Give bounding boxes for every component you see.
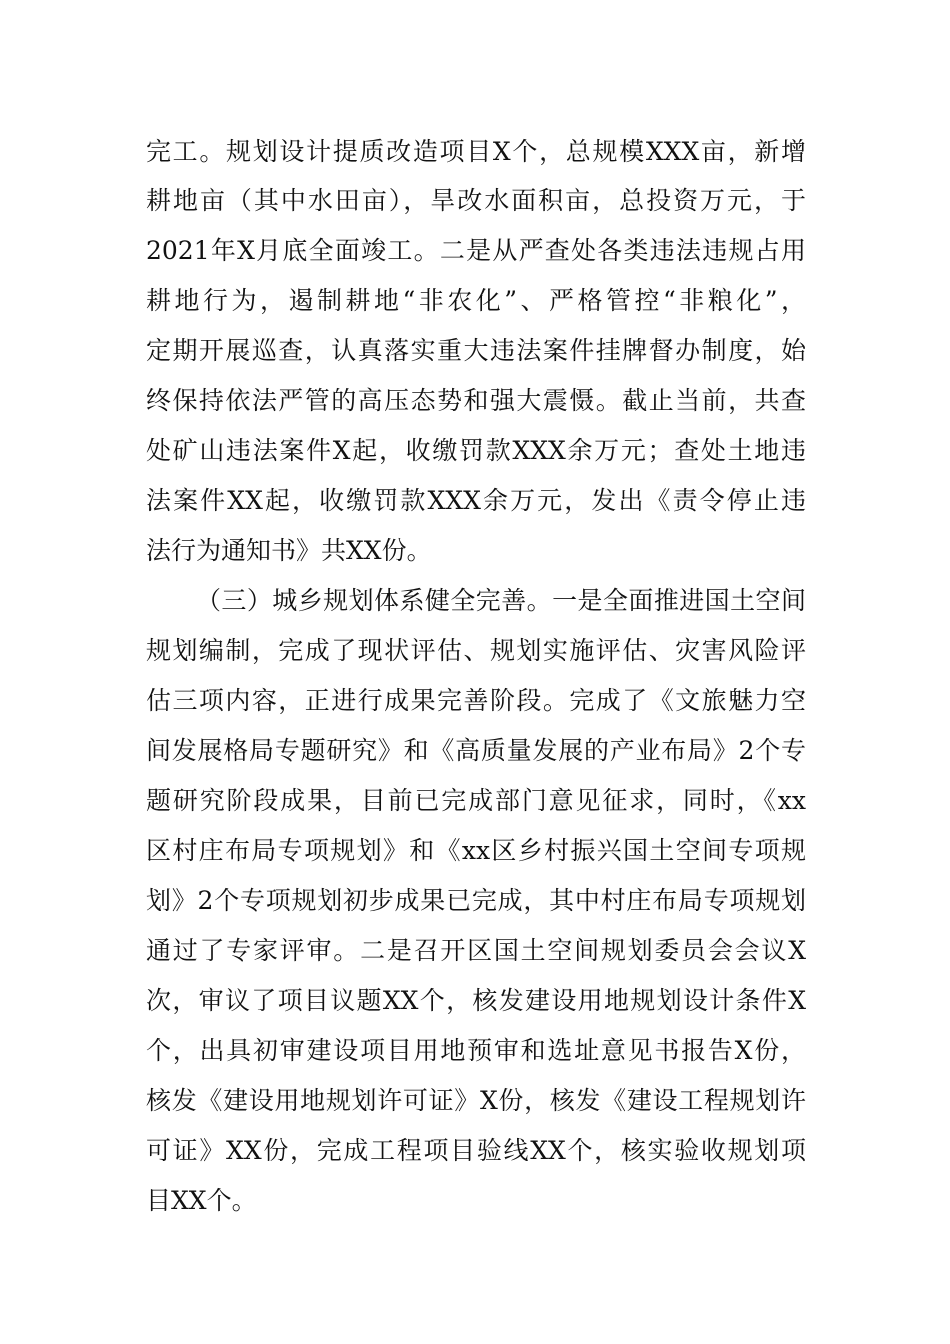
text-line-2: 耕地亩（其中水田亩），旱改水面积亩，总投资万元，于 bbox=[146, 186, 806, 215]
text-line-11: 规划编制，完成了现状评估、规划实施评估、灾害风险评 bbox=[146, 636, 806, 665]
text-line-9: 法行为通知书》共XX份。 bbox=[146, 536, 432, 565]
text-line-15: 区村庄布局专项规划》和《xx区乡村振兴国土空间专项规 bbox=[146, 836, 806, 865]
text-line-20: 核发《建设用地规划许可证》X份，核发《建设工程规划许 bbox=[146, 1086, 806, 1115]
text-line-22: 目XX个。 bbox=[146, 1186, 257, 1215]
text-line-16: 划》2个专项规划初步成果已完成，其中村庄布局专项规划 bbox=[146, 886, 806, 915]
text-line-5: 定期开展巡查，认真落实重大违法案件挂牌督办制度，始 bbox=[146, 336, 806, 365]
text-line-8: 法案件XX起，收缴罚款XXX余万元，发出《责令停止违 bbox=[146, 486, 806, 515]
text-line-19: 个，出具初审建设项目用地预审和选址意见书报告X份， bbox=[146, 1036, 806, 1065]
text-line-6: 终保持依法严管的高压态势和强大震慑。截止当前，共查 bbox=[146, 386, 806, 415]
text-line-1: 完工。规划设计提质改造项目X个，总规模XXX亩，新增 bbox=[146, 137, 806, 166]
text-line-14: 题研究阶段成果，目前已完成部门意见征求，同时，《xx bbox=[146, 786, 806, 815]
text-line-17: 通过了专家评审。二是召开区国土空间规划委员会会议X bbox=[146, 936, 806, 965]
text-line-21: 可证》XX份，完成工程项目验线XX个，核实验收规划项 bbox=[146, 1136, 806, 1165]
text-line-18: 次，审议了项目议题XX个，核发建设用地规划设计条件X bbox=[146, 986, 806, 1015]
text-line-3: 2021年X月底全面竣工。二是从严查处各类违法违规占用 bbox=[146, 236, 806, 265]
text-line-7: 处矿山违法案件X起，收缴罚款XXX余万元；查处土地违 bbox=[146, 436, 806, 465]
text-line-13: 间发展格局专题研究》和《高质量发展的产业布局》2个专 bbox=[146, 736, 806, 765]
section-heading-line: （三）城乡规划体系健全完善。一是全面推进国土空间 bbox=[196, 586, 806, 615]
text-line-12: 估三项内容，正进行成果完善阶段。完成了《文旅魅力空 bbox=[146, 686, 806, 715]
text-line-4: 耕地行为，遏制耕地“非农化”、严格管控“非粮化”， bbox=[146, 286, 806, 315]
